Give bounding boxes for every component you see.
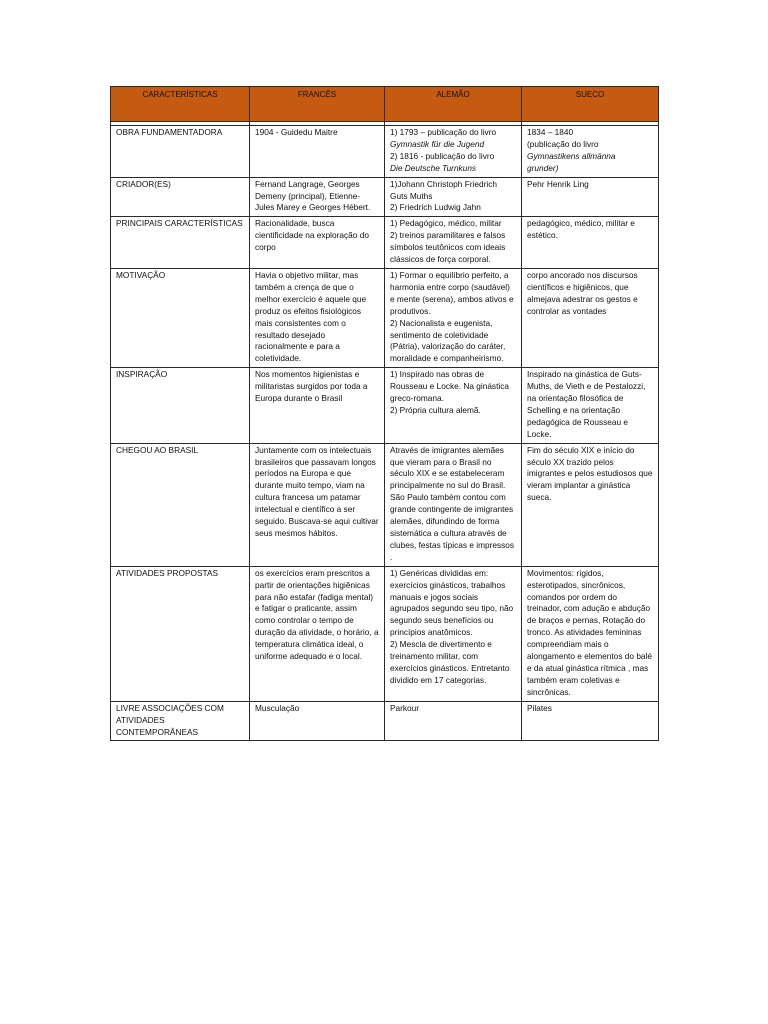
- cell-sueco: Movimentos: rígidos, esterotipados, sincrônicos, comandos por ordem do treinador, com adução e abdução de braços e pernas, Rotação do tronco. As atividades femininas compreendiam mais o alongamento e elementos do balé e da atual ginástica rítmica , mas também eram coletivas e sincrônicas.: [522, 566, 659, 701]
- cell-line: 1834 – 1840: [527, 127, 574, 137]
- cell-alemao: [385, 368, 522, 443]
- cell-line: 2) treinos paramilitares e falsos símbolos teutônicos com ideais clássicos de força corporal.: [390, 230, 506, 265]
- table-row: [111, 701, 659, 741]
- cell-sueco: corpo ancorado nos discursos científicos e higiênicos, que almejava adestrar os gestos e controlar as vontades: [522, 268, 659, 367]
- table-row: [111, 217, 659, 269]
- table-row: [111, 368, 659, 443]
- cell-line: Gymnastik für die Jugend: [390, 138, 485, 149]
- cell-sueco: Fim do século XIX e início do século XX trazido pelos imigrantes e pelos estudiosos que vieram implantar a ginástica sueca.: [522, 443, 659, 566]
- cell-alemao: [385, 177, 522, 217]
- cell-line: 1) Inspirado nas obras de Rousseau e Locke. Na ginástica greco-romana.: [390, 369, 509, 404]
- cell-line: 2) Nacionalista e eugenista, sentimento de coletividade (Pátria), valorização do caráter, moralidade e companheirismo.: [390, 317, 506, 364]
- cell-sueco: pedagógico, médico, militar e estético.: [522, 217, 659, 269]
- cell-line: Die Deutsche Turnkuns: [390, 162, 477, 173]
- cell-line: (publicação do livro: [527, 138, 599, 149]
- cell-line: 1) 1793 – publicação do livro: [390, 127, 497, 137]
- cell-frances: Juntamente com os intelectuais brasileiros que passavam longos períodos na Europa e que durante muito tempo, viam na cultura francesa um patamar intelectual e científico a ser seguido. Buscava-se aqui cultivar seus mesmos hábitos.: [250, 443, 385, 566]
- cell-alemao: [385, 126, 522, 178]
- cell-line: 2) Própria cultura alemã.: [390, 404, 481, 415]
- cell-line: Gymnastikens allmänna: [527, 150, 616, 161]
- cell-text: 1904 - Guidedu Maitre: [255, 127, 338, 137]
- header-sueco: SUECO: [522, 87, 659, 122]
- header-alemao: ALEMÃO: [385, 87, 522, 122]
- cell-line: 1) Formar o equilíbrio perfeito, a harmonia entre corpo (saudável) e mente (serena), ambos ativos e produtivos.: [390, 269, 514, 316]
- header-caracteristicas: CARACTERÍSTICAS: [111, 87, 250, 122]
- table-row: [111, 443, 659, 566]
- row-label: PRINCIPAIS CARACTERÍSTICAS: [111, 217, 250, 269]
- cell-frances: Nos momentos higienistas e militaristas surgidos por toda a Europa durante o Brasil: [250, 368, 385, 443]
- cell-frances: [250, 126, 385, 178]
- row-label: OBRA FUNDAMENTADORA: [111, 126, 250, 178]
- table-row: [111, 268, 659, 367]
- cell-line: 2) Friedrich Ludwig Jahn: [390, 202, 481, 213]
- row-label: MOTIVAÇÃO: [111, 268, 250, 367]
- cell-alemao: [385, 566, 522, 701]
- cell-line: 2) 1816 - publicação do livro: [390, 150, 495, 161]
- cell-sueco: Pilates: [522, 701, 659, 741]
- cell-line: 2) Mescla de divertimento e treinamento militar, com exercícios ginásticos. Entretanto dividido em 17 categorias.: [390, 639, 510, 685]
- row-label: LIVRE ASSOCIAÇÕES COM ATIVIDADES CONTEMPORÂNEAS: [111, 701, 250, 741]
- cell-frances: Musculação: [250, 701, 385, 741]
- cell-sueco: Inspirado na ginástica de Guts-Muths, de Vieth e de Pestalozzi, na orientação filosófica de Schelling e na orientação pedagógica de Rousseau e Locke.: [522, 368, 659, 443]
- table-row: [111, 126, 659, 178]
- cell-alemao: Parkour: [385, 701, 522, 741]
- row-label: INSPIRAÇÃO: [111, 368, 250, 443]
- cell-alemao: [385, 268, 522, 367]
- row-label: CHEGOU AO BRASIL: [111, 443, 250, 566]
- cell-sueco: Pehr Henrik Ling: [522, 177, 659, 217]
- row-label: ATIVIDADES PROPOSTAS: [111, 566, 250, 701]
- cell-alemao: [385, 217, 522, 269]
- comparison-table: [110, 86, 659, 741]
- header-frances: FRANCÊS: [250, 87, 385, 122]
- header-row: [111, 87, 659, 122]
- row-label: CRIADOR(ES): [111, 177, 250, 217]
- cell-frances: Havia o objetivo militar, mas também a crença de que o melhor exercício é aquele que produz os efeitos fisiológicos mais consistentes com o resultado desejado racionalmente e para a coletividade.: [250, 268, 385, 367]
- cell-line: grunder): [527, 162, 559, 173]
- cell-line: 1)Johann Christoph Friedrich Guts Muths: [390, 178, 497, 201]
- table-row: [111, 177, 659, 217]
- table-row: [111, 566, 659, 701]
- cell-sueco: [522, 126, 659, 178]
- cell-frances: Racionalidade, busca cientificidade na exploração do corpo: [250, 217, 385, 269]
- cell-line: 1) Genéricas divididas em: exercícios ginásticos, trabalhos manuais e jogos sociais agrupados segundo seu tipo, não segundo seus benefícios ou princípios anatômicos.: [390, 567, 514, 638]
- cell-frances: os exercícios eram prescritos a partir de orientações higiênicas para não estafar (fadiga mental) e fatigar o praticante, assim como controlar o tempo de duração da atividade, o horário, a temperatura climática ideal, o uniforme adequado e o local.: [250, 566, 385, 701]
- cell-line: 1) Pedagógico, médico, militar: [390, 218, 502, 229]
- cell-alemao: Através de imigrantes alemães que vieram para o Brasil no século XIX e se estabeleceram principalmente no sul do Brasil. São Paulo também contou com grande contingente de imigrantes alemães, difundindo de forma sistemática a cultura através de clubes, festas típicas e impressos .: [385, 443, 522, 566]
- cell-frances: Fernand Langrage, Georges Demeny (principal), Etienne-Jules Marey e Georges Hébert.: [250, 177, 385, 217]
